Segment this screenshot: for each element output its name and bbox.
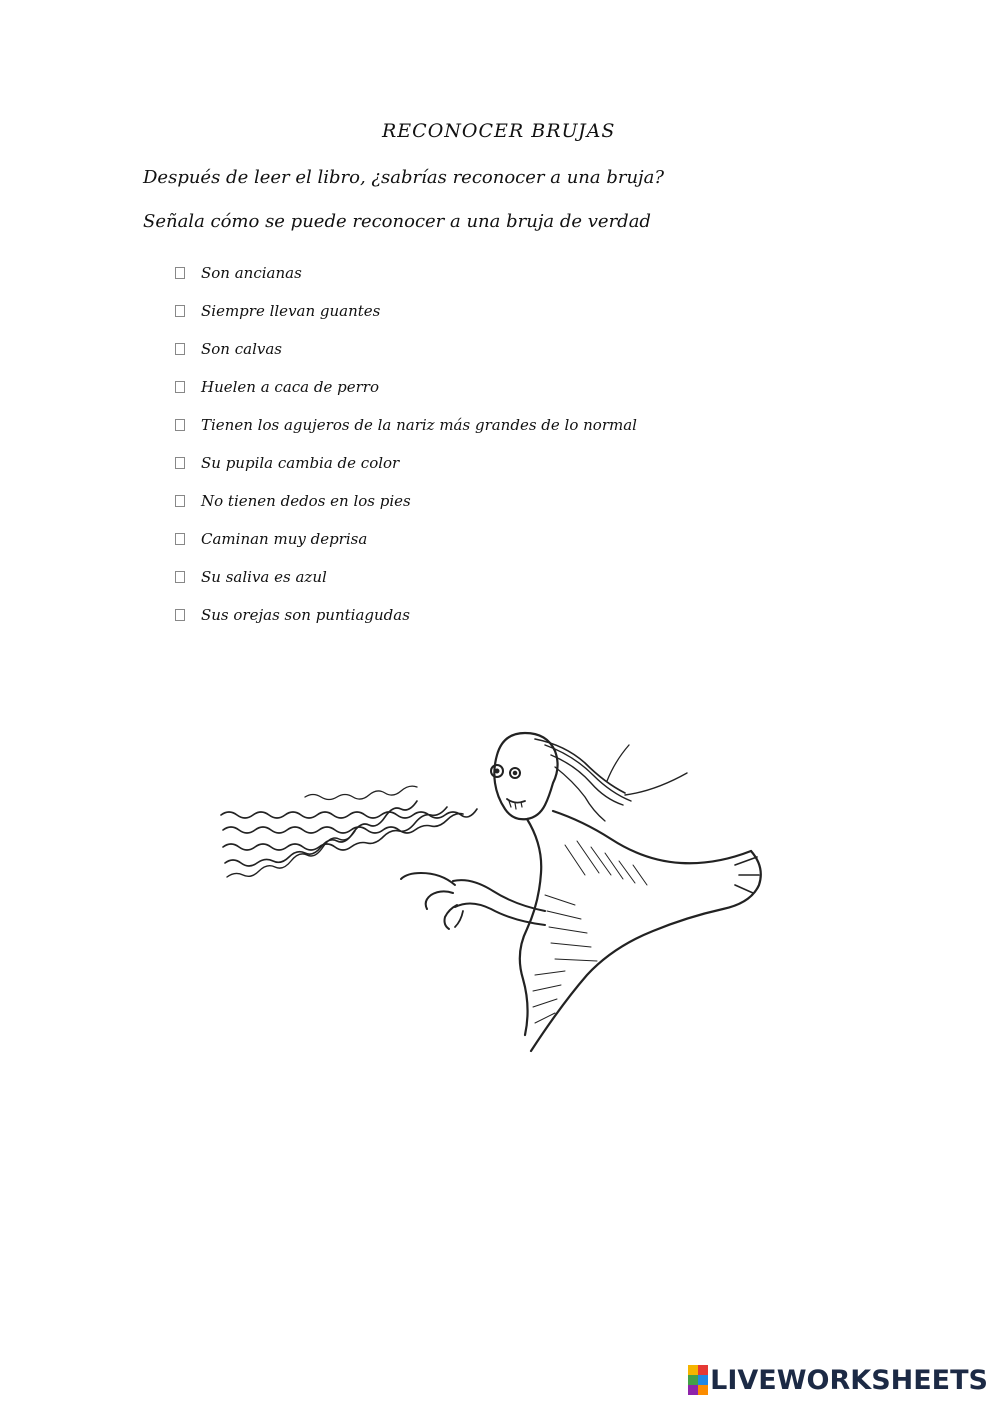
checkbox[interactable] bbox=[175, 419, 185, 431]
option-label: Su pupila cambia de color bbox=[201, 454, 400, 472]
worksheet-instruction: Señala cómo se puede reconocer a una bruja de verdad bbox=[143, 211, 651, 232]
checkbox[interactable] bbox=[175, 267, 185, 279]
option-item[interactable] bbox=[175, 482, 637, 520]
logo-text: LIVEWORKSHEETS bbox=[710, 1364, 988, 1396]
witch-sketch-icon bbox=[215, 715, 790, 1055]
option-item[interactable] bbox=[175, 406, 637, 444]
option-item[interactable] bbox=[175, 520, 637, 558]
logo-badge-icon bbox=[688, 1365, 708, 1395]
badge-cell bbox=[688, 1375, 698, 1385]
liveworksheets-logo bbox=[688, 1363, 988, 1397]
option-label: Son calvas bbox=[201, 340, 282, 358]
option-item[interactable] bbox=[175, 254, 637, 292]
option-label: Siempre llevan guantes bbox=[201, 302, 381, 320]
option-item[interactable] bbox=[175, 292, 637, 330]
option-label: Huelen a caca de perro bbox=[201, 378, 379, 396]
option-label: Su saliva es azul bbox=[201, 568, 327, 586]
option-label: Son ancianas bbox=[201, 264, 302, 282]
option-item[interactable] bbox=[175, 368, 637, 406]
worksheet-question: Después de leer el libro, ¿sabrías reconocer a una bruja? bbox=[143, 167, 665, 188]
badge-cell bbox=[698, 1375, 708, 1385]
option-item[interactable] bbox=[175, 330, 637, 368]
checkbox[interactable] bbox=[175, 343, 185, 355]
checkbox[interactable] bbox=[175, 381, 185, 393]
checkbox[interactable] bbox=[175, 495, 185, 507]
option-label: Sus orejas son puntiagudas bbox=[201, 606, 410, 624]
option-item[interactable] bbox=[175, 444, 637, 482]
option-item[interactable] bbox=[175, 558, 637, 596]
option-item[interactable] bbox=[175, 596, 637, 634]
badge-cell bbox=[688, 1365, 698, 1375]
option-label: Tienen los agujeros de la nariz más grandes de lo normal bbox=[201, 416, 637, 434]
checkbox[interactable] bbox=[175, 305, 185, 317]
checkbox[interactable] bbox=[175, 571, 185, 583]
badge-cell bbox=[698, 1365, 708, 1375]
options-checklist bbox=[175, 254, 637, 634]
worksheet-title: RECONOCER BRUJAS bbox=[382, 120, 616, 142]
checkbox[interactable] bbox=[175, 457, 185, 469]
badge-cell bbox=[698, 1385, 708, 1395]
option-label: Caminan muy deprisa bbox=[201, 530, 368, 548]
badge-cell bbox=[688, 1385, 698, 1395]
checkbox[interactable] bbox=[175, 533, 185, 545]
checkbox[interactable] bbox=[175, 609, 185, 621]
option-label: No tienen dedos en los pies bbox=[201, 492, 411, 510]
